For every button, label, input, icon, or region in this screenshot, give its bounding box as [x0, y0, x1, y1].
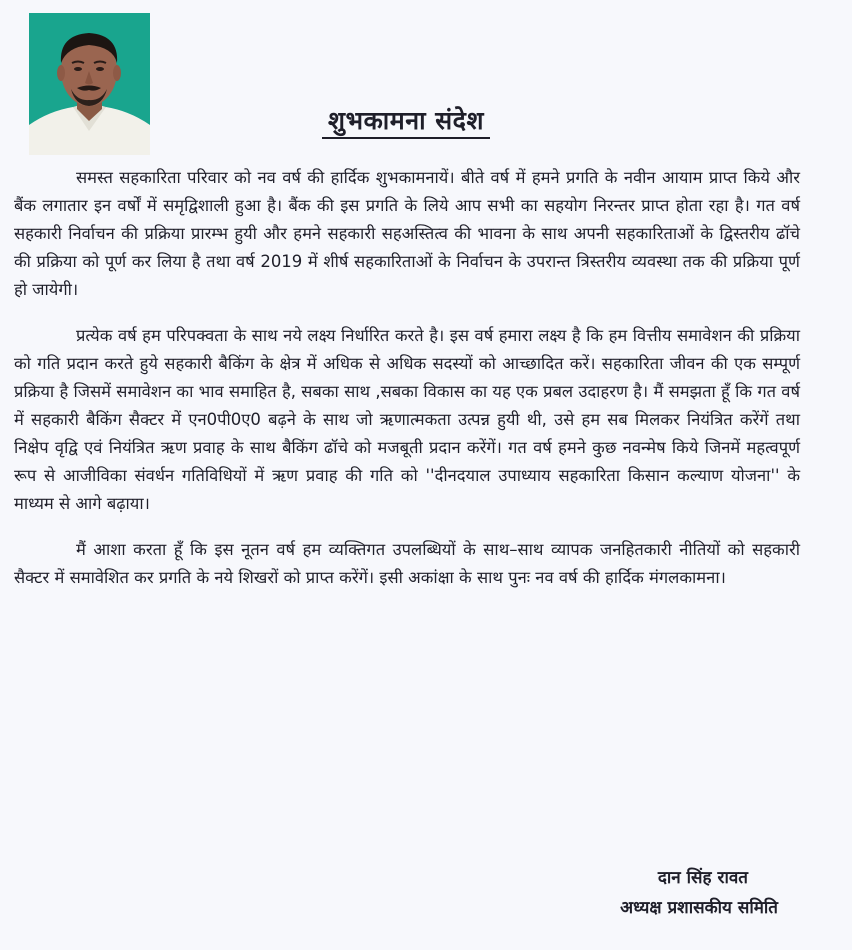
message-body — [14, 164, 800, 592]
message-paragraph-3: मैं आशा करता हूँ कि इस नूतन वर्ष हम व्यक्तिगत उपलब्धियों के साथ–साथ व्यापक जनहितकारी नीतियों को सहकारी सैक्टर में समावेशित कर प्रगति के नये शिखरों को प्राप्त करेंगें। इसी अकांक्षा के साथ पुनः नव वर्ष की हार्दिक मंगलकामना। — [14, 540, 800, 587]
signatory-designation: अध्यक्ष प्रशासकीय समिति — [620, 898, 778, 918]
signature-block — [620, 863, 778, 923]
message-paragraph-1: समस्त सहकारिता परिवार को नव वर्ष की हार्दिक शुभकामनायें। बीते वर्ष में हमने प्रगति के नवीन आयाम प्राप्त किये और बैंक लगातार इन वर्षों में समृद्विशाली हुआ है। बैंक की इस प्रगति के लिये आप सभी का सहयोग निरन्तर प्राप्त होता रहा है। गत वर्ष सहकारी निर्वाचन की प्रक्रिया प्रारम्भ हुयी और हमने सहकारी सहअस्तित्व की भावना के साथ अपनी सहकारिताओं के द्विस्तरीय ढॉचे की प्रक्रिया को पूर्ण कर लिया है तथा वर्ष 2019 में शीर्ष सहकारिताओं के निर्वाचन के उपरान्त त्रिस्तरीय व्यवस्था तक की प्रक्रिया पूर्ण हो जायेगी। — [14, 168, 800, 299]
message-paragraph-2: प्रत्येक वर्ष हम परिपक्वता के साथ नये लक्ष्य निर्धारित करते है। इस वर्ष हमारा लक्ष्य है कि हम वित्तीय समावेशन की प्रक्रिया को गति प्रदान करते हुये सहकारी बैकिंग के क्षेत्र में अधिक से अधिक सदस्यों को आच्छादित करें। सहकारिता जीवन की एक सम्पूर्ण प्रक्रिया है जिसमें समावेशन का भाव समाहित है, सबका साथ ,सबका विकास का यह एक प्रबल उदाहरण है। मैं समझता हूँ कि गत वर्ष में सहकारी बैकिंग सैक्टर में एन0पी0ए0 बढ़ने के साथ जो ऋणात्मकता उत्पन्न हुयी थी, उसे हम सब मिलकर नियंत्रित करेंगें तथा निक्षेप वृद्वि एवं नियंत्रित ऋण प्रवाह के साथ बैकिंग ढॉचे को मजबूती प्रदान करेंगें। गत वर्ष हमने कुछ नवन्मेष किये जिनमें महत्वपूर्ण रूप से आजीविका संवर्धन गतिविधियों में ऋण प्रवाह की गति को ''दीनदयाल उपाध्याय सहकारिता किसान कल्याण योजना'' के माध्यम से आगे बढ़ाया। — [14, 326, 800, 513]
page-title — [0, 103, 812, 137]
signatory-name: दान सिंह रावत — [657, 868, 748, 888]
page-title-text: शुभकामना संदेश — [322, 106, 490, 139]
